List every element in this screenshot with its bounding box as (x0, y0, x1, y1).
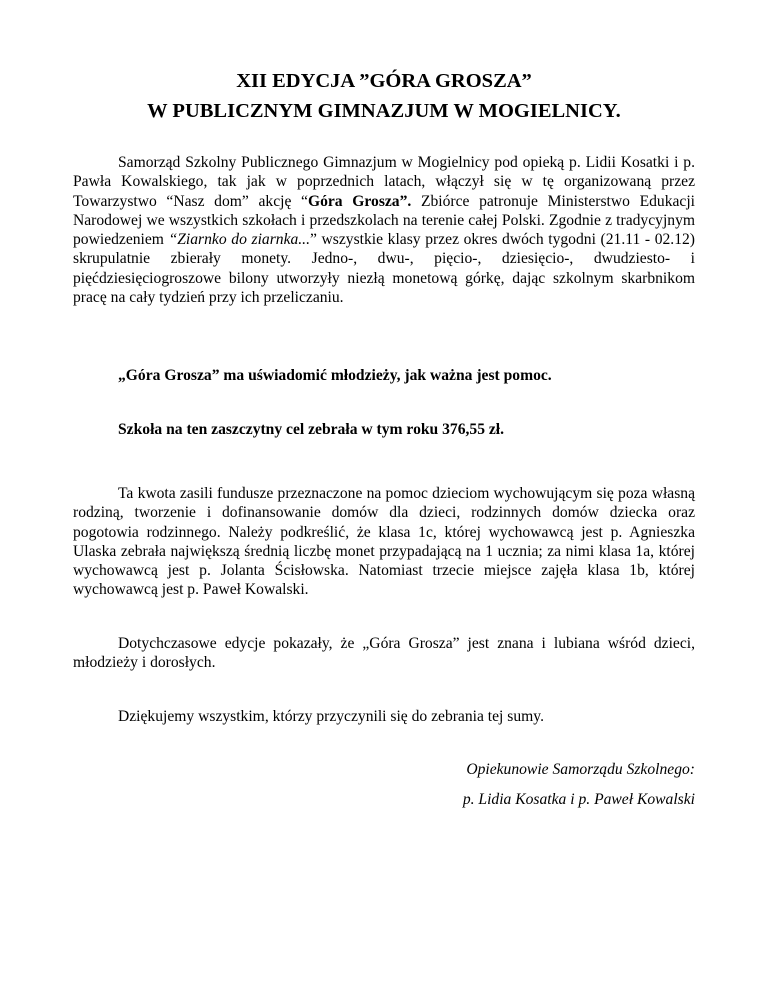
amount-statement: Szkoła na ten zaszczytny cel zebrała w tym roku 376,55 zł. (118, 421, 505, 438)
intro-text-a: Samorząd Szkolny Publicznego Gimnazjum w Mogielnicy pod opieką p. Lidii Kosatki i p. Pawła Kowalskiego, tak jak w poprzednich latach, włączył się w tę organizowaną przez Towarzystwo “Nasz dom” akcję “ (73, 154, 695, 210)
signature-line-2: p. Lidia Kosatka i p. Paweł Kowalski (462, 791, 695, 808)
intro-text-bold: Góra Grosza”. (307, 192, 412, 210)
thanks-line: Dziękujemy wszystkim, którzy przyczynili się do zebrania tej sumy. (118, 708, 544, 725)
intro-text-e: ” wszystkie klasy przez okres dwóch tygodni (21.11 - 02.12) skrupulatnie zbierały monety. Jedno-, dwu-, pięcio-, dziesięcio-, dwudziesto- i pięćdziesięciogroszowe bilony utworzyły niezłą monetową górkę, dając szkolnym skarbnikom pracę na cały tydzień przy ich przeliczaniu. (73, 231, 695, 307)
document-title-line-1: XII EDYCJA ”GÓRA GROSZA” (236, 70, 532, 92)
editions-paragraph: Dotychczasowe edycje pokazały, że „Góra Grosza” jest znana i lubiana wśród dzieci, młodzieży i dorosłych. (73, 635, 695, 672)
signature-line-1: Opiekunowie Samorządu Szkolnego: (466, 761, 695, 778)
purpose-statement: „Góra Grosza” ma uświadomić młodzieży, jak ważna jest pomoc. (118, 367, 552, 384)
funds-paragraph: Ta kwota zasili fundusze przeznaczone na pomoc dzieciom wychowującym się poza własną rodziną, tworzenie i dofinansowanie domów dla dzieci, rodzinnych domów dziecka oraz pogotowia rodzinnego. Należy podkreślić, że klasa 1c, której wychowawcą jest p. Agnieszka Ulaska zebrała największą średnią liczbę monet przypadającą na 1 ucznia; za nimi klasa 1a, której wychowawcą jest p. Jolanta Ścisłowska. Natomiast trzecie miejsce zajęła klasa 1b, której wychowawcą jest p. Paweł Kowalski. (73, 485, 695, 599)
intro-text-quote: “Ziarnko do ziarnka... (168, 231, 310, 249)
intro-text-c: Zbiórce patronuje Ministerstwo Edukacji Narodowej we wszystkich szkołach i przedszkolach na terenie całej Polski. Zgodnie z tradycyjnym powiedzeniem (73, 192, 695, 249)
document-title-line-2: W PUBLICZNYM GIMNAZJUM W MOGIELNICY. (147, 100, 621, 122)
intro-paragraph (73, 153, 695, 307)
